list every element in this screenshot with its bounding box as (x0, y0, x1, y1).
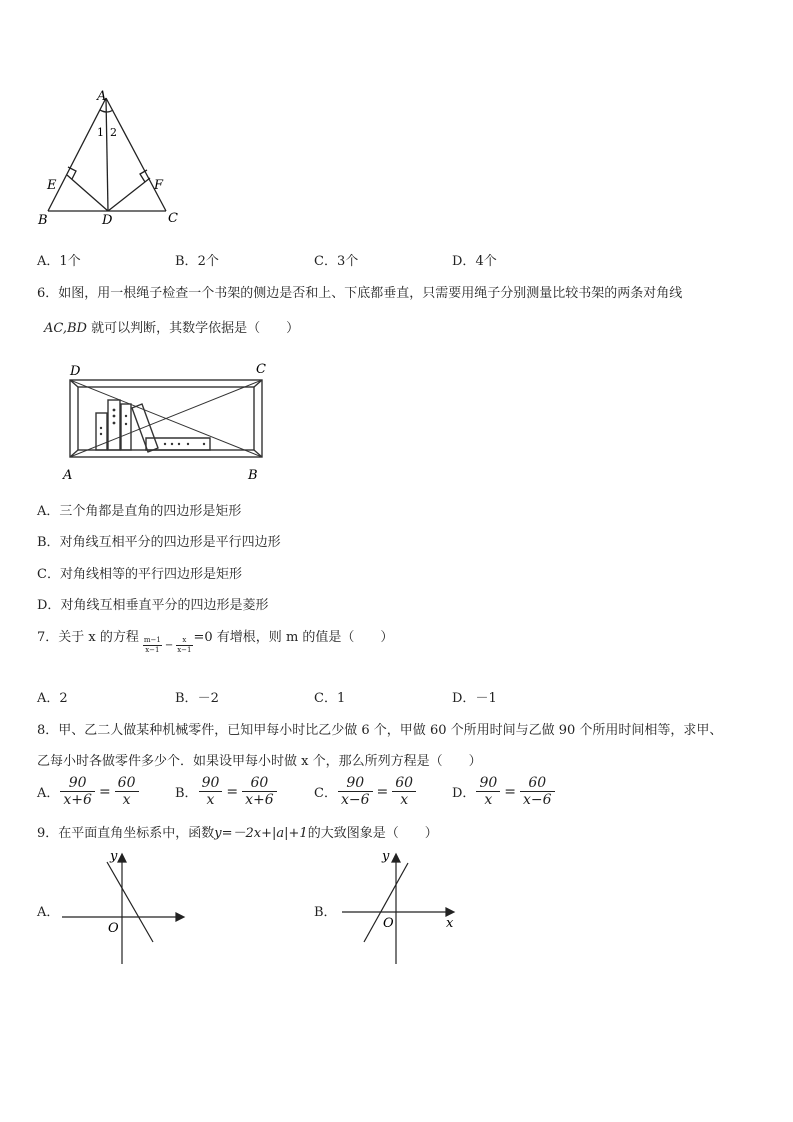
q9-b-y-arrow (392, 854, 400, 862)
q8-stem-line2: 乙每小时各做零件多少个．如果设甲每小时做 x 个，那么所列方程是（ ） (37, 754, 482, 769)
q9-b-origin: O (383, 916, 394, 931)
q5-option-d: D．4个 (452, 254, 497, 269)
q7-fraction-1: $\frac{m-1}{x-1}$ (143, 636, 161, 654)
q9-graph-a (60, 846, 190, 968)
label-d: D (102, 213, 113, 228)
q5-option-c: C．3个 (314, 254, 359, 269)
q8-option-a: A． $\frac{90}{x+6}$ = $\frac{60}{x}$ (37, 775, 140, 808)
segment-df (108, 178, 150, 211)
q8-option-c: C． $\frac{90}{x-6}$ = $\frac{60}{x}$ (314, 775, 417, 808)
book-4-leaning (132, 404, 158, 452)
triangle-figure (36, 86, 186, 228)
label-b: B (38, 213, 48, 228)
q9-a-y-arrow (118, 854, 126, 862)
q7-option-d: D．－1 (452, 691, 497, 706)
shelf-label-a: A (63, 468, 73, 483)
q6-option-a: A．三个角都是直角的四边形是矩形 (37, 504, 242, 519)
q7-option-b: B．－2 (175, 691, 219, 706)
q6-stem-line2: AC,BD 就可以判断，其数学依据是（ ） (44, 321, 300, 336)
q9-b-x-label: x (446, 916, 454, 931)
q8-option-d-equation: $\frac{90}{x}$ = $\frac{60}{x-6}$ (475, 775, 555, 808)
q7-fraction-2: $\frac{x}{x-1}$ (177, 636, 192, 654)
q7-stem: 7．关于 x 的方程 $\frac{m-1}{x-1}$ − $\frac{x}{x-1}$ =0 有增根，则 m 的值是（ ） (37, 630, 394, 654)
label-angle-2: 2 (110, 126, 117, 139)
label-f: F (154, 178, 164, 193)
q8-option-b: B． $\frac{90}{x}$ = $\frac{60}{x+6}$ (175, 775, 278, 808)
q9-b-y-label: y (382, 849, 390, 864)
q9-stem: 9．在平面直角坐标系中，函数y=－2x+|a|+1的大致图象是（ ） (37, 826, 438, 841)
q6-stem-line1: 6．如图，用一根绳子检查一个书架的侧边是否和上、下底都垂直，只需要用绳子分别测量比较书架的两条对角线 (37, 286, 683, 301)
q9-a-y-label: y (110, 849, 118, 864)
q8-stem-line1: 8．甲、乙二人做某种机械零件，已知甲每小时比乙少做 6 个，甲做 60 个所用时间与乙做 90 个所用时间相等，求甲、 (37, 723, 723, 738)
q8-option-d: D． $\frac{90}{x}$ = $\frac{60}{x-6}$ (452, 775, 556, 808)
q7-option-a: A．2 (37, 691, 68, 706)
q6-option-c: C．对角线相等的平行四边形是矩形 (37, 567, 242, 582)
side-ab (48, 98, 106, 211)
q6-option-b: B．对角线互相平分的四边形是平行四边形 (37, 535, 281, 550)
q9-option-a-label: A． (37, 905, 60, 920)
label-e: E (47, 178, 57, 193)
segment-de (67, 175, 108, 211)
q7-minus: − (164, 640, 174, 651)
q9-b-x-arrow (446, 908, 454, 916)
label-a: A (97, 89, 107, 104)
q6-stem-math: AC,BD (44, 321, 87, 336)
q9-graph-b (336, 846, 466, 968)
q9-function: y=－2x+|a|+1 (214, 826, 308, 841)
q5-option-a: A．1个 (37, 254, 81, 269)
shelf-label-d: D (70, 364, 81, 379)
q8-option-a-equation: $\frac{90}{x+6}$ = $\frac{60}{x}$ (59, 775, 139, 808)
q6-option-d: D．对角线互相垂直平分的四边形是菱形 (37, 598, 269, 613)
shelf-label-c: C (256, 362, 266, 377)
book-2 (108, 400, 120, 450)
q9-option-b-label: B． (314, 905, 337, 920)
q8-option-b-equation: $\frac{90}{x}$ = $\frac{60}{x+6}$ (198, 775, 278, 808)
book-3 (121, 404, 131, 450)
q9-a-origin: O (108, 921, 119, 936)
q7-option-c: C．1 (314, 691, 346, 706)
q5-option-b: B．2个 (175, 254, 219, 269)
shelf-label-b: B (248, 468, 258, 483)
side-ac (106, 98, 166, 211)
segment-ad (106, 98, 108, 211)
label-angle-1: 1 (97, 126, 104, 139)
bookshelf-figure (60, 358, 275, 484)
label-c: C (168, 211, 178, 226)
right-angle-f (140, 170, 147, 182)
q8-option-c-equation: $\frac{90}{x-6}$ = $\frac{60}{x}$ (337, 775, 417, 808)
q9-a-x-arrow (176, 913, 184, 921)
